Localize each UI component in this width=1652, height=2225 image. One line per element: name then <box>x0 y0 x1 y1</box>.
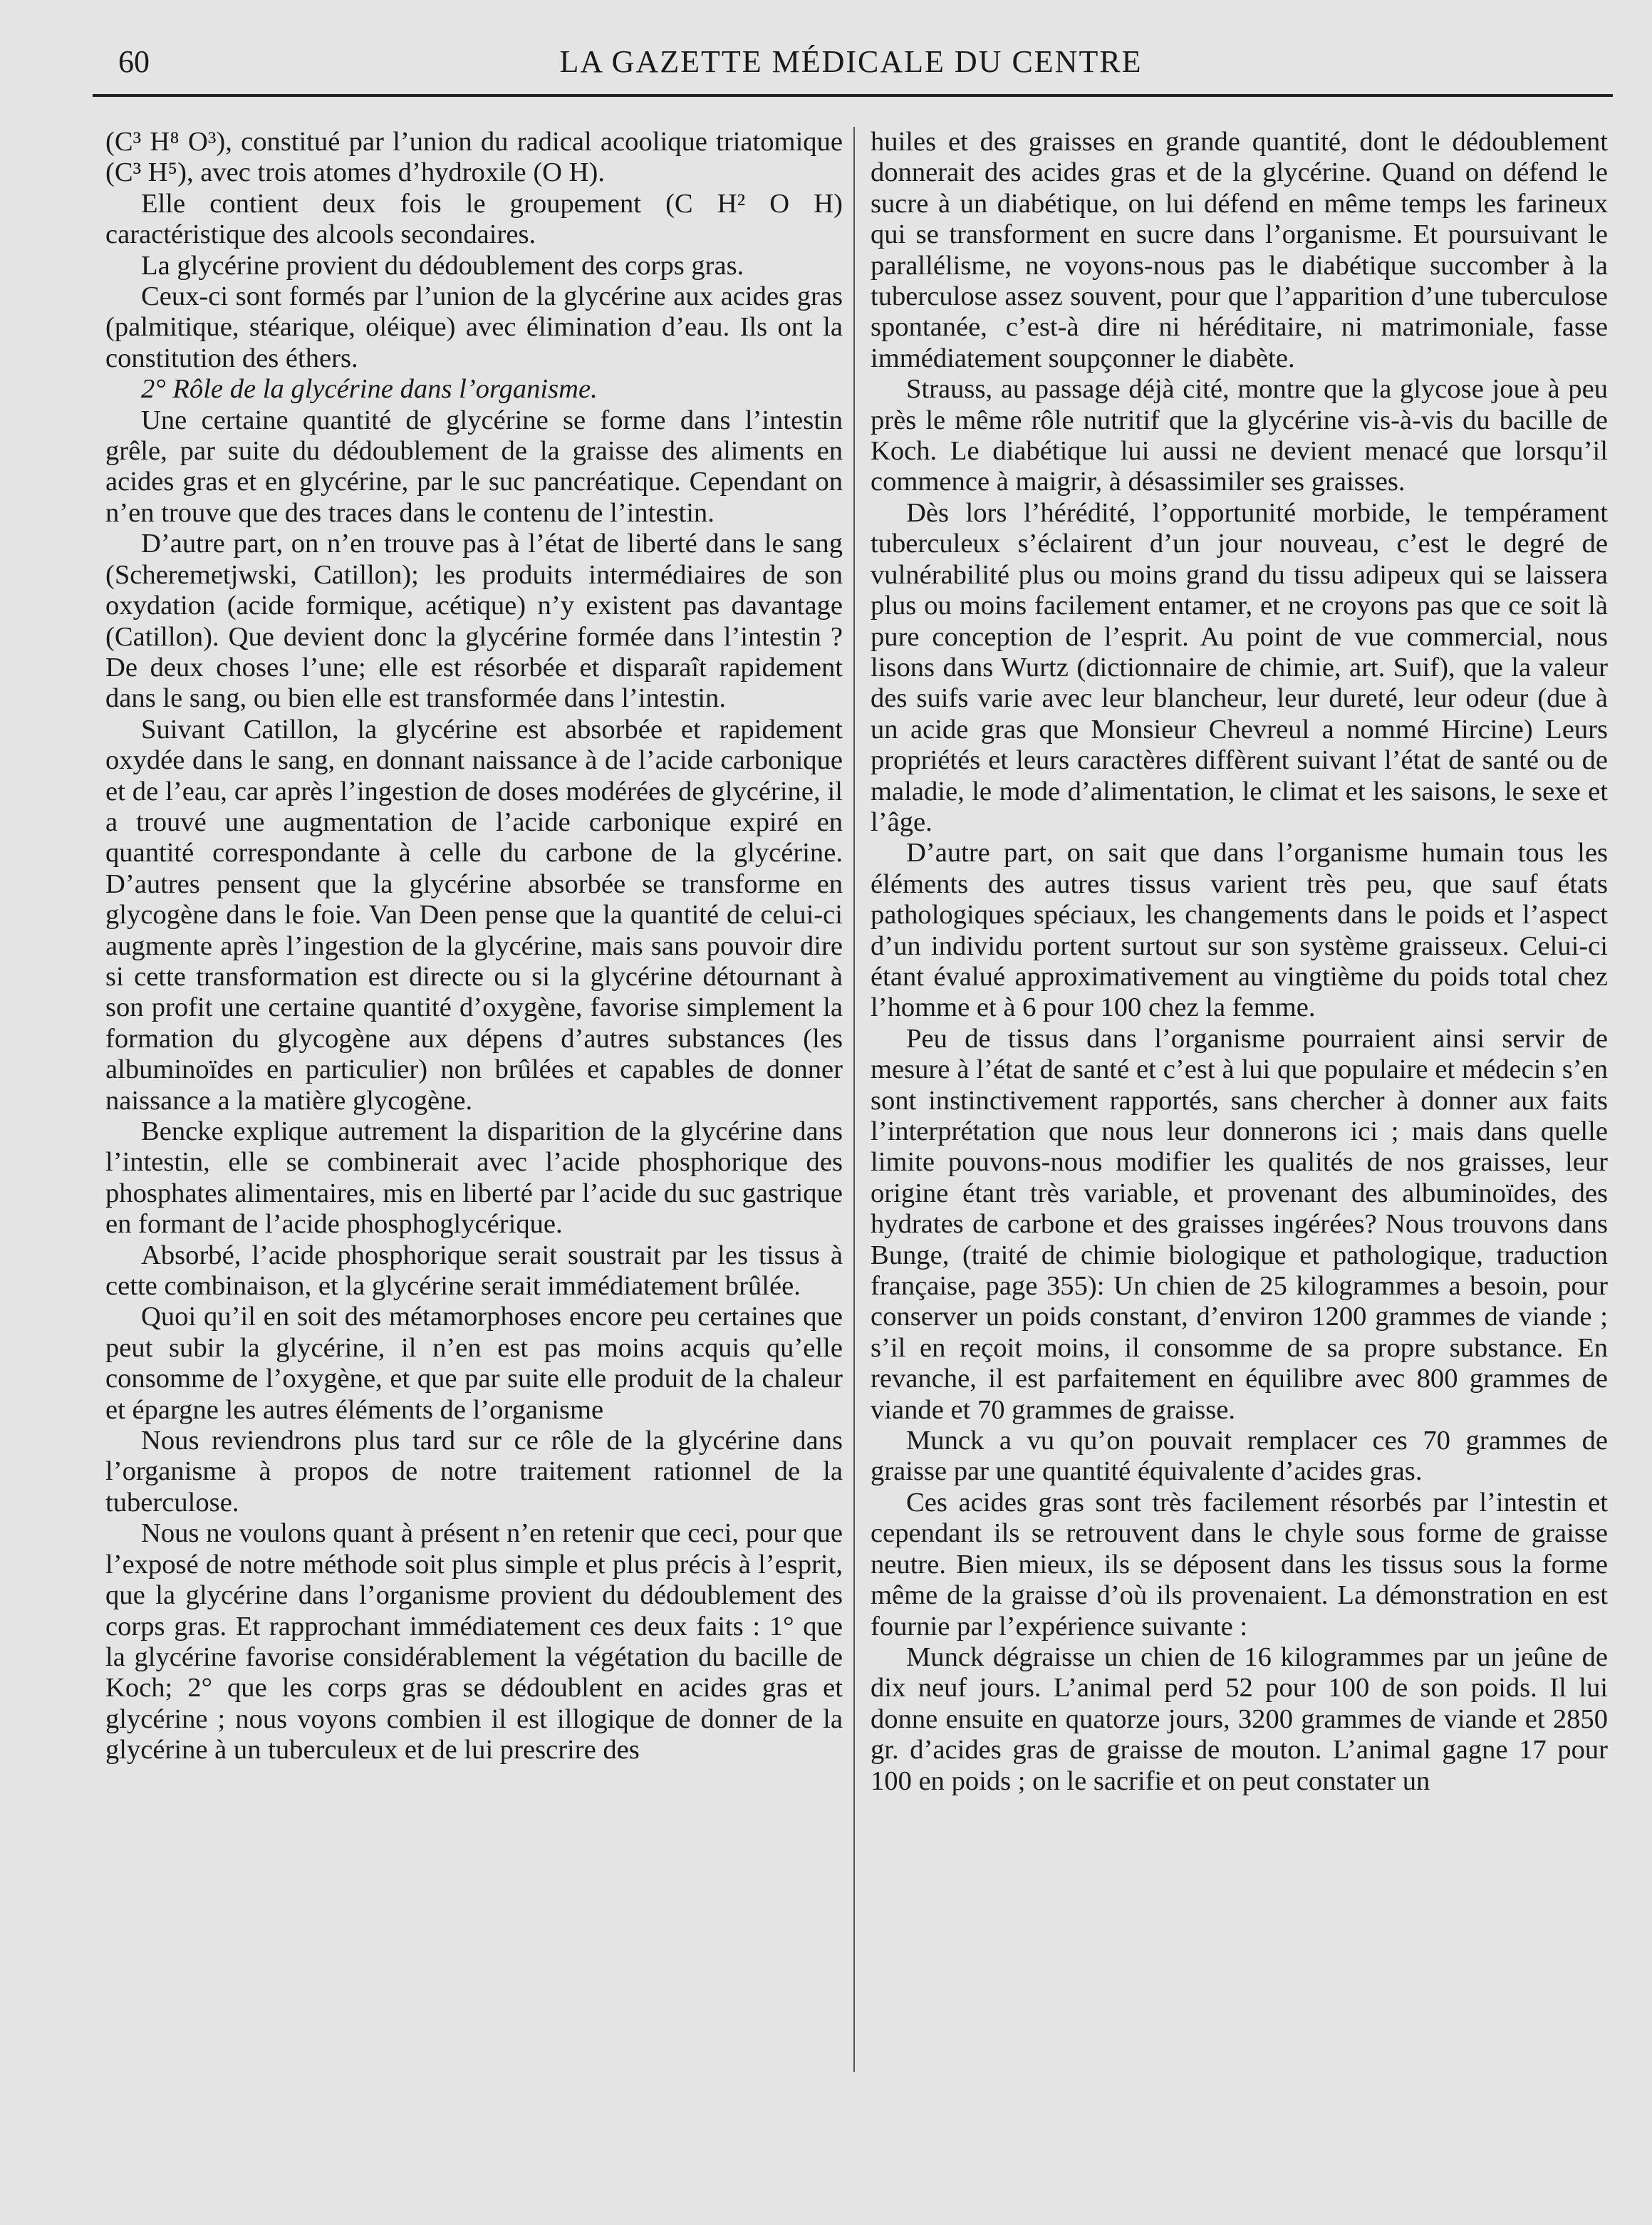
paragraph: Elle contient deux fois le groupement (C H² O H) caractéristique des alcools secondaires. <box>105 188 843 250</box>
paragraph: Dès lors l’hérédité, l’opportunité morbide, le tempérament tuberculeux s’éclairent d’un jour nouveau, c’est le degré de vulnérabilité plus ou moins grand du tissu adipeux qui se laissera plus ou moins facilement entamer, et ne croyons pas que ce soit là pure conception de l’esprit. Au point de vue commercial, nous lisons dans Wurtz (dictionnaire de chimie, art. Suif), que la valeur des suifs varie avec leur blancheur, leur dureté, leur odeur (due à un acide gras que Monsieur Chevreul a nommé Hircine) Leurs propriétés et leurs caractères diffèrent suivant l’état de santé ou de maladie, le mode d’alimentation, le climat et les saisons, le sexe et l’âge. <box>871 497 1608 837</box>
paragraph: huiles et des graisses en grande quantité, dont le dédoublement donnerait des acides gras et de la glycérine. Quand on défend le sucre à un diabétique, on lui défend en même temps les farineux qui se transforment en sucre dans l’organisme. Et poursuivant le parallélisme, ne voyons-nous pas le diabétique succomber à la tuberculose assez souvent, pour que l’apparition d’une tuberculose spontanée, c’est-à dire ni héréditaire, ni matrimoniale, fasse immédiatement soupçonner le diabète. <box>871 127 1608 373</box>
header-rule <box>93 94 1613 97</box>
paragraph: Nous ne voulons quant à présent n’en retenir que ceci, pour que l’exposé de notre méthode soit plus simple et plus précis à l’esprit, que la glycérine dans l’organisme provient du dédoublement des corps gras. Et rapprochant immédiatement ces deux faits : 1° que la glycérine favorise considérablement la végétation du bacille de Koch; 2° que les corps gras se dédoublent en acides gras et glycérine ; nous voyons combien il est illogique de donner de la glycérine à un tuberculeux et de lui prescrire des <box>105 1518 843 1765</box>
paragraph: Une certaine quantité de glycérine se forme dans l’intestin grêle, par suite du dédoublement de la graisse des aliments en acides gras et en glycérine, par le suc pancréatique. Cependant on n’en trouve que des traces dans le contenu de l’intestin. <box>105 405 843 528</box>
paragraph: Ceux-ci sont formés par l’union de la glycérine aux acides gras (palmitique, stéarique, oléique) avec élimination d’eau. Ils ont la constitution des éthers. <box>105 281 843 373</box>
paragraph: Absorbé, l’acide phosphorique serait soustrait par les tissus à cette combinaison, et la glycérine serait immédiatement brûlée. <box>105 1240 843 1302</box>
paragraph: Quoi qu’il en soit des métamorphoses encore peu certaines que peut subir la glycérine, il n’en est pas moins acquis qu’elle consomme de l’oxygène, et que par suite elle produit de la chaleur et épargne les autres éléments de l’organisme <box>105 1302 843 1425</box>
paragraph: Munck dégraisse un chien de 16 kilogrammes par un jeûne de dix neuf jours. L’animal perd 52 pour 100 de son poids. Il lui donne ensuite en quatorze jours, 3200 grammes de viande et 2850 gr. d’acides gras de graisse de mouton. L’animal gagne 17 pour 100 en poids ; on le sacrifie et on peut constater un <box>871 1641 1608 1796</box>
paragraph: Peu de tissus dans l’organisme pourraient ainsi servir de mesure à l’état de santé et c’est à lui que populaire et médecin s’en sont instinctivement rapportés, sans chercher à donner aux faits l’interprétation que nous leur donnerons ici ; mais dans quelle limite pouvons-nous modifier les qualités de nos graisses, leur origine étant très variable, et provenant des albuminoïdes, des hydrates de carbone et des graisses ingérées? Nous trouvons dans Bunge, (traité de chimie biologique et pathologique, traduction française, page 355): Un chien de 25 kilogrammes a besoin, pour conserver un poids constant, d’environ 1200 grammes de viande ; s’il en reçoit moins, il consomme de sa propre substance. En revanche, il est parfaitement en équilibre avec 800 grammes de viande et 70 grammes de graisse. <box>871 1023 1608 1425</box>
paragraph: Munck a vu qu’on pouvait remplacer ces 70 grammes de graisse par une quantité équivalente d’acides gras. <box>871 1426 1608 1487</box>
paragraph: (C³ H⁸ O³), constitué par l’union du radical acoolique triatomique (C³ H⁵), avec trois atomes d’hydroxile (O H). <box>105 127 843 188</box>
paragraph: Ces acides gras sont très facilement résorbés par l’intestin et cependant ils se retrouvent dans le chyle sous forme de graisse neutre. Bien mieux, ils se déposent dans les tissus sous la forme même de la graisse d’où ils provenaient. La démonstration en est fournie par l’expérience suivante : <box>871 1487 1608 1641</box>
journal-title: LA GAZETTE MÉDICALE DU CENTRE <box>559 44 1143 79</box>
paragraph: D’autre part, on sait que dans l’organisme humain tous les éléments des autres tissus varient très peu, que sauf états pathologiques spéciaux, les changements dans le poids et l’aspect d’un individu portent surtout sur son système graisseux. Celui-ci étant évalué approximativement au vingtième du poids total chez l’homme et à 6 pour 100 chez la femme. <box>871 838 1608 1023</box>
paragraph: Suivant Catillon, la glycérine est absorbée et rapidement oxydée dans le sang, en donnant naissance à de l’acide carbonique et de l’eau, car après l’ingestion de doses modérées de glycérine, il a trouvé une augmentation de l’acide carbonique expiré en quantité correspondante à celle du carbone de la glycérine. D’autres pensent que la glycérine absorbée se transforme en glycogène dans le foie. Van Deen pense que la quantité de celui-ci augmente après l’ingestion de la glycérine, mais sans pouvoir dire si cette transformation est directe ou si la glycérine détournant à son profit une certaine quantité d’oxygène, favorise simplement la formation du glycogène aux dépens d’autres substances (les albuminoïdes en particulier) non brûlées et capables de donner naissance a la matière glycogène. <box>105 714 843 1116</box>
column-divider <box>853 127 855 2072</box>
left-column <box>105 127 843 1766</box>
right-column <box>871 127 1608 1797</box>
paragraph: Nous reviendrons plus tard sur ce rôle de la glycérine dans l’organisme à propos de notre traitement rationnel de la tuberculose. <box>105 1426 843 1518</box>
paragraph: D’autre part, on n’en trouve pas à l’état de liberté dans le sang (Scheremetjwski, Catillon); les produits intermédiaires de son oxydation (acide formique, acétique) n’y existent pas davantage (Catillon). Que devient donc la glycérine formée dans l’intestin ? De deux choses l’une; elle est résorbée et disparaît rapidement dans le sang, ou bien elle est transformée dans l’intestin. <box>105 529 843 714</box>
page-number: 60 <box>118 44 150 79</box>
paragraph: Strauss, au passage déjà cité, montre que la glycose joue à peu près le même rôle nutritif que la glycérine vis-à-vis du bacille de Koch. Le diabétique lui aussi ne devient menacé que lorsqu’il commence à maigrir, à désassimiler ses graisses. <box>871 374 1608 497</box>
page-header <box>93 39 1609 82</box>
paragraph: Bencke explique autrement la disparition de la glycérine dans l’intestin, elle se combinerait avec l’acide phosphorique des phosphates alimentaires, mis en liberté par l’acide du suc gastrique en formant de l’acide phosphoglycérique. <box>105 1116 843 1240</box>
paragraph: La glycérine provient du dédoublement des corps gras. <box>141 250 744 281</box>
section-heading: 2° Rôle de la glycérine dans l’organisme. <box>141 374 598 405</box>
